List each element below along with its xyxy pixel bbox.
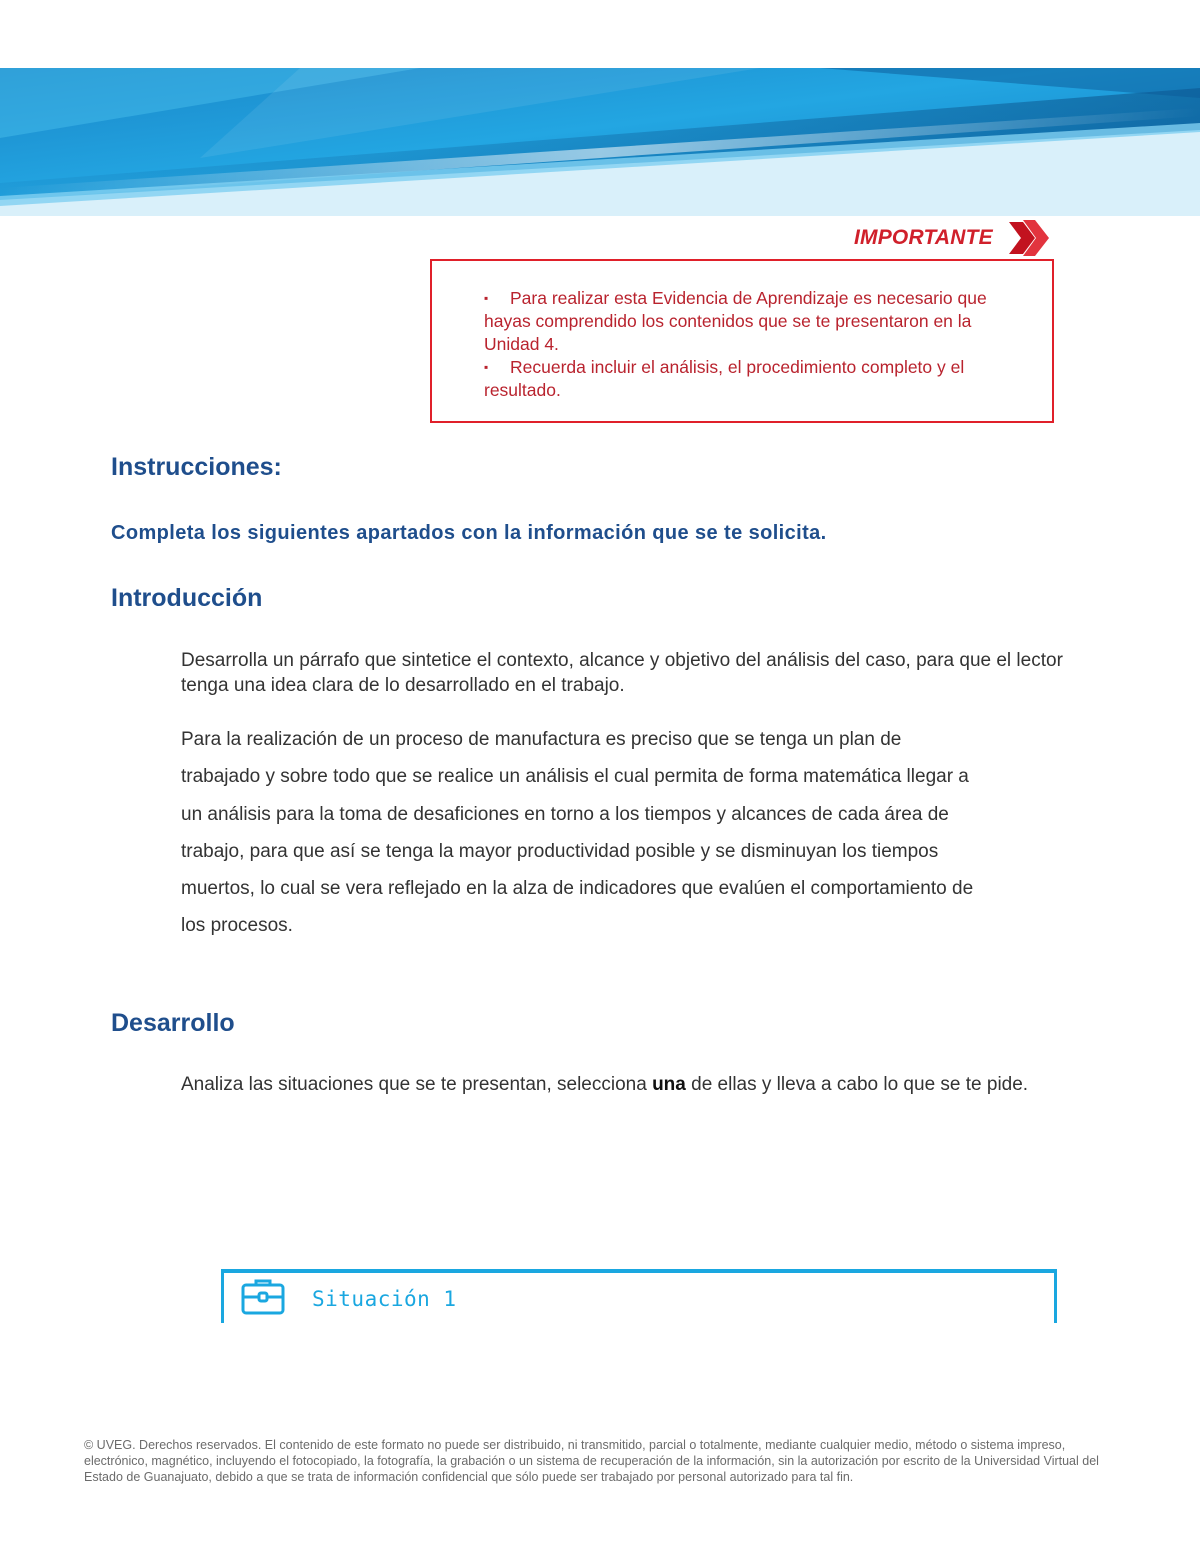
development-text [181, 1072, 1081, 1097]
important-label: IMPORTANTE [854, 226, 993, 249]
situation-icon-box [224, 1273, 286, 1323]
situation-card [221, 1269, 1057, 1323]
instructions-subheading: Completa los siguientes apartados con la información que se te solicita. [111, 522, 827, 544]
introduction-prompt: Desarrolla un párrafo que sintetice el contexto, alcance y objetivo del análisis del caso, para que el lector tenga una idea clara de lo desarrollado en el trabajo. [181, 650, 1063, 696]
situation-title: Situación 1 [312, 1287, 457, 1311]
development-text-before: Analiza las situaciones que se te presentan, selecciona [181, 1074, 653, 1095]
body-line: Para la realización de un proceso de manufactura es preciso que se tenga un plan de [181, 729, 902, 750]
bullet-icon: ▪ [484, 360, 489, 374]
important-item [484, 287, 1004, 356]
introduction-heading: Introducción [111, 584, 263, 612]
body-line: trabajado y sobre todo que se realice un análisis el cual permita de forma matemática llegar a [181, 766, 969, 788]
development-text-bold: una [652, 1074, 686, 1095]
instructions-heading: Instrucciones: [111, 453, 282, 481]
development-heading: Desarrollo [111, 1009, 235, 1037]
important-notice-box [430, 259, 1054, 423]
important-item-text: Para realizar esta Evidencia de Aprendizaje es necesario que hayas comprendido los contenidos que se te presentaron en la Unidad 4. [484, 288, 987, 354]
important-item-text: Recuerda incluir el análisis, el procedimiento completo y el resultado. [484, 357, 965, 400]
header-banner [0, 68, 1200, 216]
body-line: un análisis para la toma de desaficiones en torno a los tiempos y alcances de cada área de [181, 803, 949, 825]
footer-copyright: © UVEG. Derechos reservados. El contenido de este formato no puede ser distribuido, ni transmitido, parcial o totalmente, mediante cualquier medio, método o sistema impreso, electrónico, magnético, incluyendo el fotocopiado, la fotografía, la grabación o un sistema de recuperación de la información, sin la autorización por escrito de la Universidad Virtual del Estado de Guanajuato, debido a que se trata de información confidencial que sólo puede ser trabajado por personal autorizado para tal fin. [84, 1438, 1099, 1484]
important-list [484, 287, 1004, 402]
body-line: muertos, lo cual se vera reflejado en la alza de indicadores que evalúen el comportamiento de [181, 878, 974, 900]
body-line: trabajo, para que así se tenga la mayor productividad posible y se disminuyan los tiempos [181, 840, 939, 862]
bullet-icon: ▪ [484, 291, 489, 305]
body-line: los procesos. [181, 915, 293, 937]
important-item [484, 356, 1004, 402]
double-chevron-right-icon [1005, 218, 1051, 258]
development-text-after: de ellas y lleva a cabo lo que se te pide. [685, 1074, 1029, 1095]
briefcase-icon [240, 1277, 286, 1317]
introduction-body [181, 721, 1101, 945]
